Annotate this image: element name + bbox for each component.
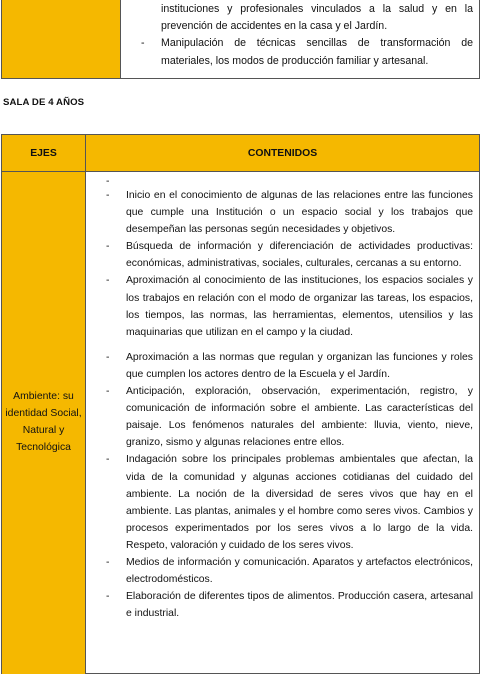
- contents-list: [106, 173, 473, 622]
- continued-item-text: instituciones y profesionales vinculados a la salud y en la prevención de accidentes en la casa y el Jardín.: [161, 3, 473, 33]
- list-item: - Aproximación a las normas que regulan y organizan las funciones y roles que cumplen los actores dentro de la Escuela y el Jardín.: [106, 349, 473, 383]
- list-item: [106, 173, 473, 187]
- list-item: - Indagación sobre los principales problemas ambientales que afectan, la vida de la comunidad y algunas acciones cotidianas del cuidado del ambiente. La noción de la diversidad de seres vivos que hay en el ambiente. Las plantas, animales y el hombre como seres vivos. Cambios y procesos experimentados por los seres vivos a lo largo de la vida. Respeto, valoración y cuidado de los seres vivos.: [106, 451, 473, 554]
- list-item: - Aproximación al conocimiento de las instituciones, los espacios sociales y los trabajos en relación con el modo de organizar las tareas, los espacios, los tiempos, las normas, las herramientas, elementos, utensilios y las maquinarias que utilizan en el campo y la ciudad.: [106, 272, 473, 340]
- list-item: - Inicio en el conocimiento de algunas de las relaciones entre las funciones que cumple una Institución o un espacio social y los trabajos que desempeñan las personas según necesidades y objetivos.: [106, 187, 473, 238]
- header-ejes: EJES: [2, 135, 86, 171]
- list-item: - Medios de información y comunicación. Aparatos y artefactos electrónicos, electrodomésticos.: [106, 554, 473, 588]
- contents-cell-continued: [121, 0, 479, 78]
- eje-label: Ambiente: su identidad Social, Natural y Tecnológica: [2, 172, 86, 674]
- header-contenidos: CONTENIDOS: [86, 135, 479, 171]
- section-title: SALA DE 4 AÑOS: [3, 97, 85, 108]
- continued-contents-list: [141, 35, 473, 69]
- list-item: - Búsqueda de información y diferenciación de actividades productivas: económicas, administrativas, sociales, culturales, cercanas a su entorno.: [106, 238, 473, 272]
- eje-cell-continued: [2, 0, 121, 78]
- table-header-row: [2, 135, 479, 172]
- contents-table: [1, 134, 480, 674]
- list-item: - Manipulación de técnicas sencillas de transformación de materiales, los modos de producción familiar y artesanal.: [141, 35, 473, 69]
- list-item: - Elaboración de diferentes tipos de alimentos. Producción casera, artesanal e industrial.: [106, 588, 473, 622]
- table-body-row: [2, 172, 479, 674]
- contents-cell: [86, 172, 479, 674]
- previous-contents-table: [1, 0, 480, 79]
- list-item: - Anticipación, exploración, observación, experimentación, registro, y comunicación de información sobre el ambiente. Las características del paisaje. Los fenómenos naturales del ambiente: lluvia, viento, nieve, granizo, sismo y algunas relaciones entre ellos.: [106, 383, 473, 451]
